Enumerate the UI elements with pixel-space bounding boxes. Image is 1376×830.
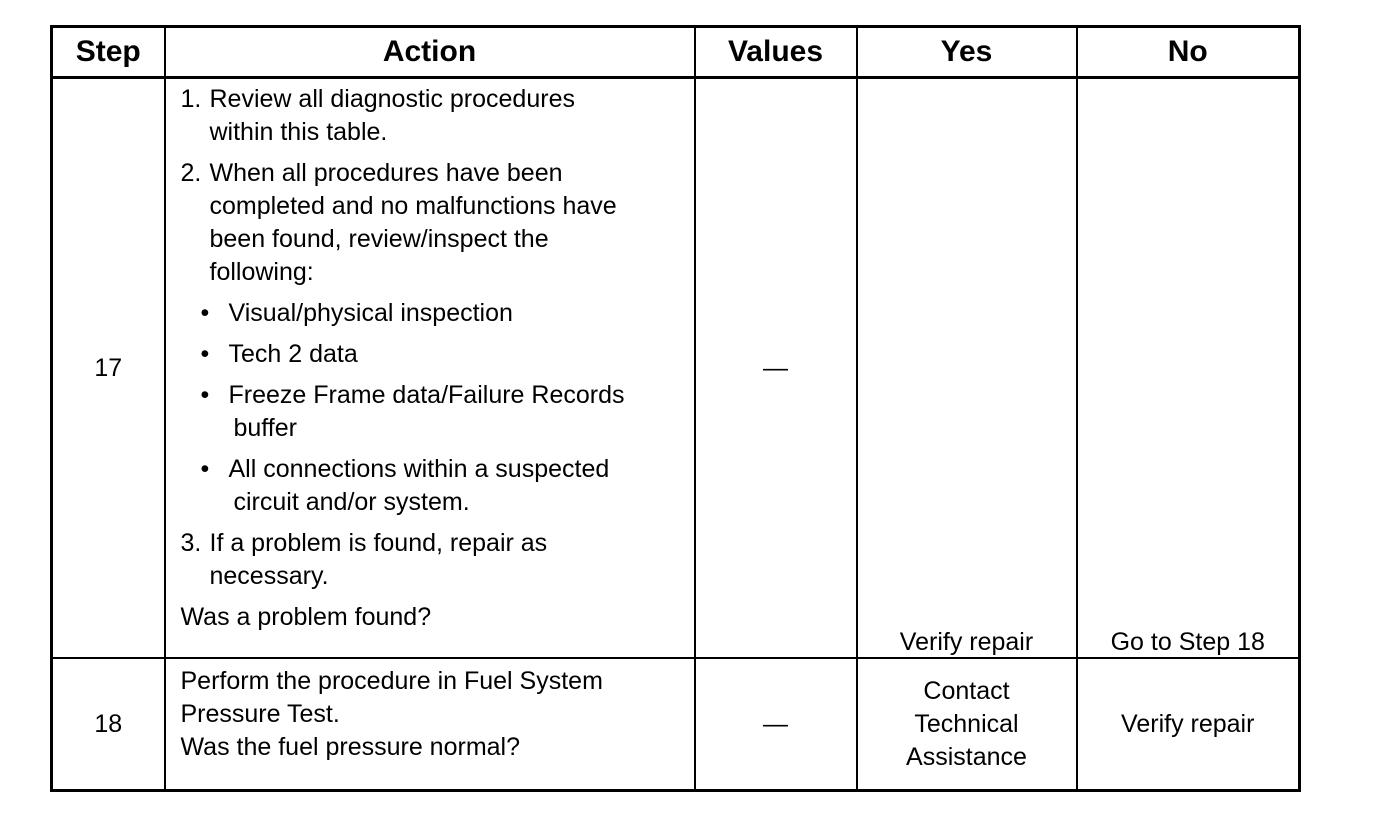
procedure-item [181,83,684,149]
item-text-line: been found, review/inspect the [209,225,549,253]
yes-text-line: Technical [914,709,1019,738]
yes-text-line: Assistance [906,742,1027,771]
item-text-line: If a problem is found, repair as [209,529,548,557]
item-text-line: following: [209,258,314,286]
bullet-text: circuit and/or system. [233,488,470,516]
bullet-icon: • [200,381,210,409]
header-row [52,27,1300,78]
bullet-text: All connections within a suspected [228,455,610,483]
values-cell: — [695,78,857,659]
item-text-line: within this table. [209,118,388,146]
header-no: No [1077,27,1300,78]
procedure-item [181,157,684,289]
item-number: 3. [180,529,202,557]
header-values: Values [695,27,857,78]
step-number: 18 [52,658,165,791]
item-number: 1. [180,85,202,113]
bullet-item [199,297,684,330]
yes-cell [857,658,1077,791]
action-text-line: Perform the procedure in Fuel System [180,667,603,695]
action-cell [165,658,695,791]
item-text-line: necessary. [209,562,329,590]
item-text-line: completed and no malfunctions have [209,192,617,220]
bullet-icon: • [200,455,210,483]
values-cell: — [695,658,857,791]
bullet-item [199,379,684,445]
no-cell: Verify repair [1077,658,1300,791]
header-yes: Yes [857,27,1077,78]
bullet-icon: • [200,299,210,327]
action-cell [165,78,695,659]
bullet-item [199,453,684,519]
table-row-step-17 [52,78,1300,659]
yes-cell: Verify repair [857,78,1077,659]
bullet-text: Visual/physical inspection [228,299,513,327]
procedure-item [181,527,684,593]
bullet-text: Tech 2 data [228,340,358,368]
header-action: Action [165,27,695,78]
item-text-line: When all procedures have been [209,159,563,187]
question-text: Was a problem found? [180,603,432,631]
bullet-item [199,338,684,371]
bullet-text: buffer [233,414,297,442]
bullet-icon: • [200,340,210,368]
yes-text-line: Contact [923,676,1010,705]
bullet-text: Freeze Frame data/Failure Records [228,381,625,409]
step-number: 17 [52,78,165,659]
header-step: Step [52,27,165,78]
item-text-line: Review all diagnostic procedures [209,85,575,113]
action-text-line: Pressure Test. [180,700,340,728]
question-text: Was the fuel pressure normal? [180,733,521,761]
table-row-step-18 [52,658,1300,791]
no-cell: Go to Step 18 [1077,78,1300,659]
item-number: 2. [180,159,202,187]
diagnostic-table [50,25,1301,792]
